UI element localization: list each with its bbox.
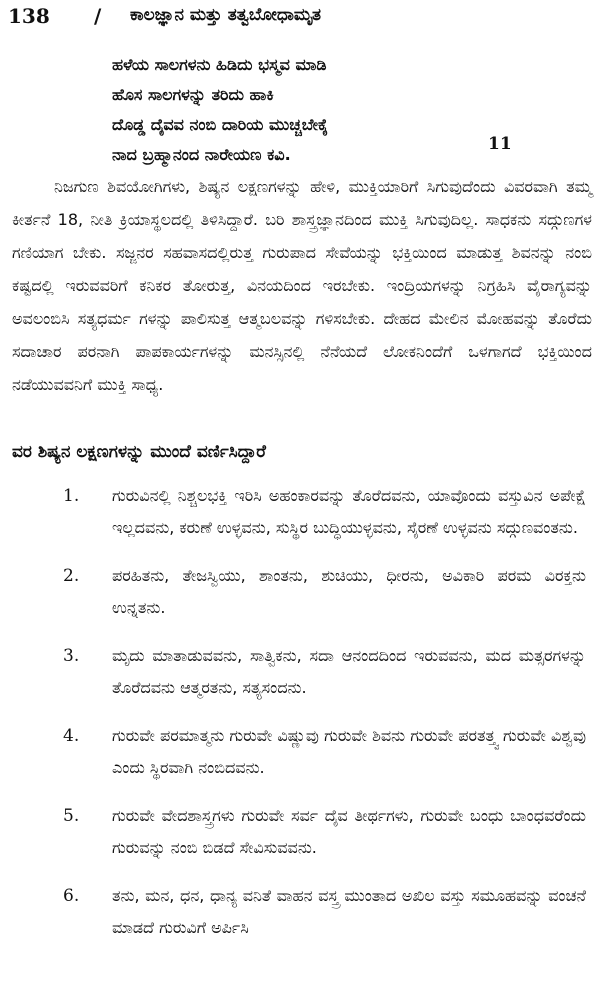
list-item-number: 2.: [63, 566, 80, 586]
list-item: [0, 800, 600, 864]
list-item: [0, 720, 600, 784]
list-item: [0, 560, 600, 624]
list-item-number: 1.: [63, 486, 80, 506]
section-heading: ವರ ಶಿಷ್ಯನ ಲಕ್ಷಣಗಳನ್ನು ಮುಂದೆ ವರ್ಣಿಸಿದ್ದಾರೆ: [12, 442, 266, 462]
verse-line: ಹೊಸ ಸಾಲಗಳನ್ನು ತರಿದು ಹಾಕಿ: [112, 85, 274, 104]
list-item: [0, 640, 600, 704]
numbered-list: [0, 480, 600, 960]
page-number: 138: [8, 4, 50, 28]
verse-line: ದೊಡ್ಡ ದೈವವ ನಂಬಿ ದಾರಿಯ ಮುಚ್ಚಬೇಕೈ: [112, 115, 329, 134]
list-item: [0, 480, 600, 544]
header-separator: /: [94, 4, 102, 28]
verse-line: ಹಳೆಯ ಸಾಲಗಳನು ಹಿಡಿದು ಭಸ್ಮವ ಮಾಡಿ: [112, 55, 327, 74]
body-paragraph: ನಿಜಗುಣ ಶಿವಯೋಗಿಗಳು, ಶಿಷ್ಯನ ಲಕ್ಷಣಗಳನ್ನು ಹೇಳಿ, ಮುಕ್ತಿಯಾರಿಗೆ ಸಿಗುವುದೆಂದು ವಿವರವಾಗಿ ತಮ್ಮ ಕೀರ್ತನೆ 18, ನೀತಿ ಕ್ರಿಯಾಸ್ಥಲದಲ್ಲಿ ತಿಳಿಸಿದ್ದಾರೆ. ಬರಿ ಶಾಸ್ತ್ರಜ್ಞಾನದಿಂದ ಮುಕ್ತಿ ಸಿಗುವುದಿಲ್ಲ. ಸಾಧಕನು ಸದ್ಗುಣಗಳ ಗಣಿಯಾಗ ಬೇಕು. ಸಜ್ಜನರ ಸಹವಾಸದಲ್ಲಿರುತ್ತ ಗುರುಪಾದ ಸೇವೆಯನ್ನು ಭಕ್ತಿಯಿಂದ ಮಾಡುತ್ತ ಶಿವನನ್ನು ನಂಬಿ ಕಷ್ಟದಲ್ಲಿ ಇರುವವರಿಗೆ ಕನಿಕರ ತೋರುತ್ತ, ವಿನಯದಿಂದ ಇರಬೇಕು. ಇಂದ್ರಿಯಗಳನ್ನು ನಿಗ್ರಹಿಸಿ ವೈರಾಗ್ಯವನ್ನು ಅವಲಂಬಿಸಿ ಸತ್ಯಧರ್ಮ ಗಳನ್ನು ಪಾಲಿಸುತ್ತ ಆತ್ಮಬಲವನ್ನು ಗಳಿಸಬೇಕು. ದೇಹದ ಮೇಲಿನ ಮೋಹವನ್ನು ತೊರೆದು ಸದಾಚಾರ ಪರನಾಗಿ ಪಾಪಕಾರ್ಯಗಳನ್ನು ಮನಸ್ಸಿನಲ್ಲಿ ನೆನೆಯದೆ ಲೋಕನಿಂದೆಗೆ ಒಳಗಾಗದೆ ಭಕ್ತಿಯಿಂದ ನಡೆಯುವವನಿಗೆ ಮುಕ್ತಿ ಸಾಧ್ಯ.: [12, 177, 592, 394]
list-item: [0, 880, 600, 944]
list-item-text: ಗುರುವೇ ವೇದಶಾಸ್ತ್ರಗಳು ಗುರುವೇ ಸರ್ವ ದೈವ ತೀರ್ಥಗಳು, ಗುರುವೇ ಬಂಧು ಬಾಂಧವರೆಂದು ಗುರುವನ್ನು ನಂಬಿ ಬಿಡದೆ ಸೇವಿಸುವವನು.: [112, 806, 586, 857]
running-title: ಕಾಲಜ್ಞಾನ ಮತ್ತು ತತ್ವಬೋಧಾಮೃತ: [130, 5, 322, 25]
verse-number: 11: [488, 134, 512, 154]
list-item-text: ಪರಹಿತನು, ತೇಜಸ್ವಿಯು, ಶಾಂತನು, ಶುಚಿಯು, ಧೀರನು, ಅವಿಕಾರಿ ಪರಮ ವಿರಕ್ತನು ಉನ್ನತನು.: [112, 566, 586, 617]
list-item-number: 3.: [63, 646, 80, 666]
list-item-number: 5.: [63, 806, 80, 826]
list-item-text: ಮೃದು ಮಾತಾಡುವವನು, ಸಾತ್ವಿಕನು, ಸದಾ ಆನಂದದಿಂದ ಇರುವವನು, ಮದ ಮತ್ಸರಗಳನ್ನು ತೊರೆದವನು ಆತ್ಮರತನು, ಸತ್ಯಸಂದನು.: [112, 646, 586, 697]
list-item-text: ಗುರುವೇ ಪರಮಾತ್ಮನು ಗುರುವೇ ವಿಷ್ಣುವು ಗುರುವೇ ಶಿವನು ಗುರುವೇ ಪರತತ್ತ್ವ ಗುರುವೇ ವಿಶ್ವವು ಎಂದು ಸ್ಥಿರವಾಗಿ ನಂಬಿದವನು.: [112, 726, 586, 777]
list-item-text: ಗುರುವಿನಲ್ಲಿ ನಿಶ್ಚಲಭಕ್ತಿ ಇರಿಸಿ ಅಹಂಕಾರವನ್ನು ತೊರೆದವನು, ಯಾವೊಂದು ವಸ್ತುವಿನ ಅಪೇಕ್ಷೆ ಇಲ್ಲದವನು, ಕರುಣೆ ಉಳ್ಳವನು, ಸುಸ್ಥಿರ ಬುದ್ಧಿಯುಳ್ಳವನು, ಸೈರಣೆ ಉಳ್ಳವನು ಸದ್ಗುಣವಂತನು.: [112, 486, 586, 537]
page-header: [8, 4, 592, 34]
list-item-number: 4.: [63, 726, 80, 746]
verse-block: [112, 50, 512, 170]
list-item-text: ತನು, ಮನ, ಧನ, ಧಾನ್ಯ ವನಿತೆ ವಾಹನ ವಸ್ತ್ರ ಮುಂತಾದ ಅಖಿಲ ವಸ್ತು ಸಮೂಹವನ್ನು ವಂಚನೆ ಮಾಡದೆ ಗುರುವಿಗೆ ಅರ್ಪಿಸಿ: [112, 886, 586, 937]
list-item-number: 6.: [63, 886, 80, 906]
verse-line: ನಾದ ಬ್ರಹ್ಮಾನಂದ ನಾರೇಯಣ ಕವಿ.: [112, 145, 291, 164]
